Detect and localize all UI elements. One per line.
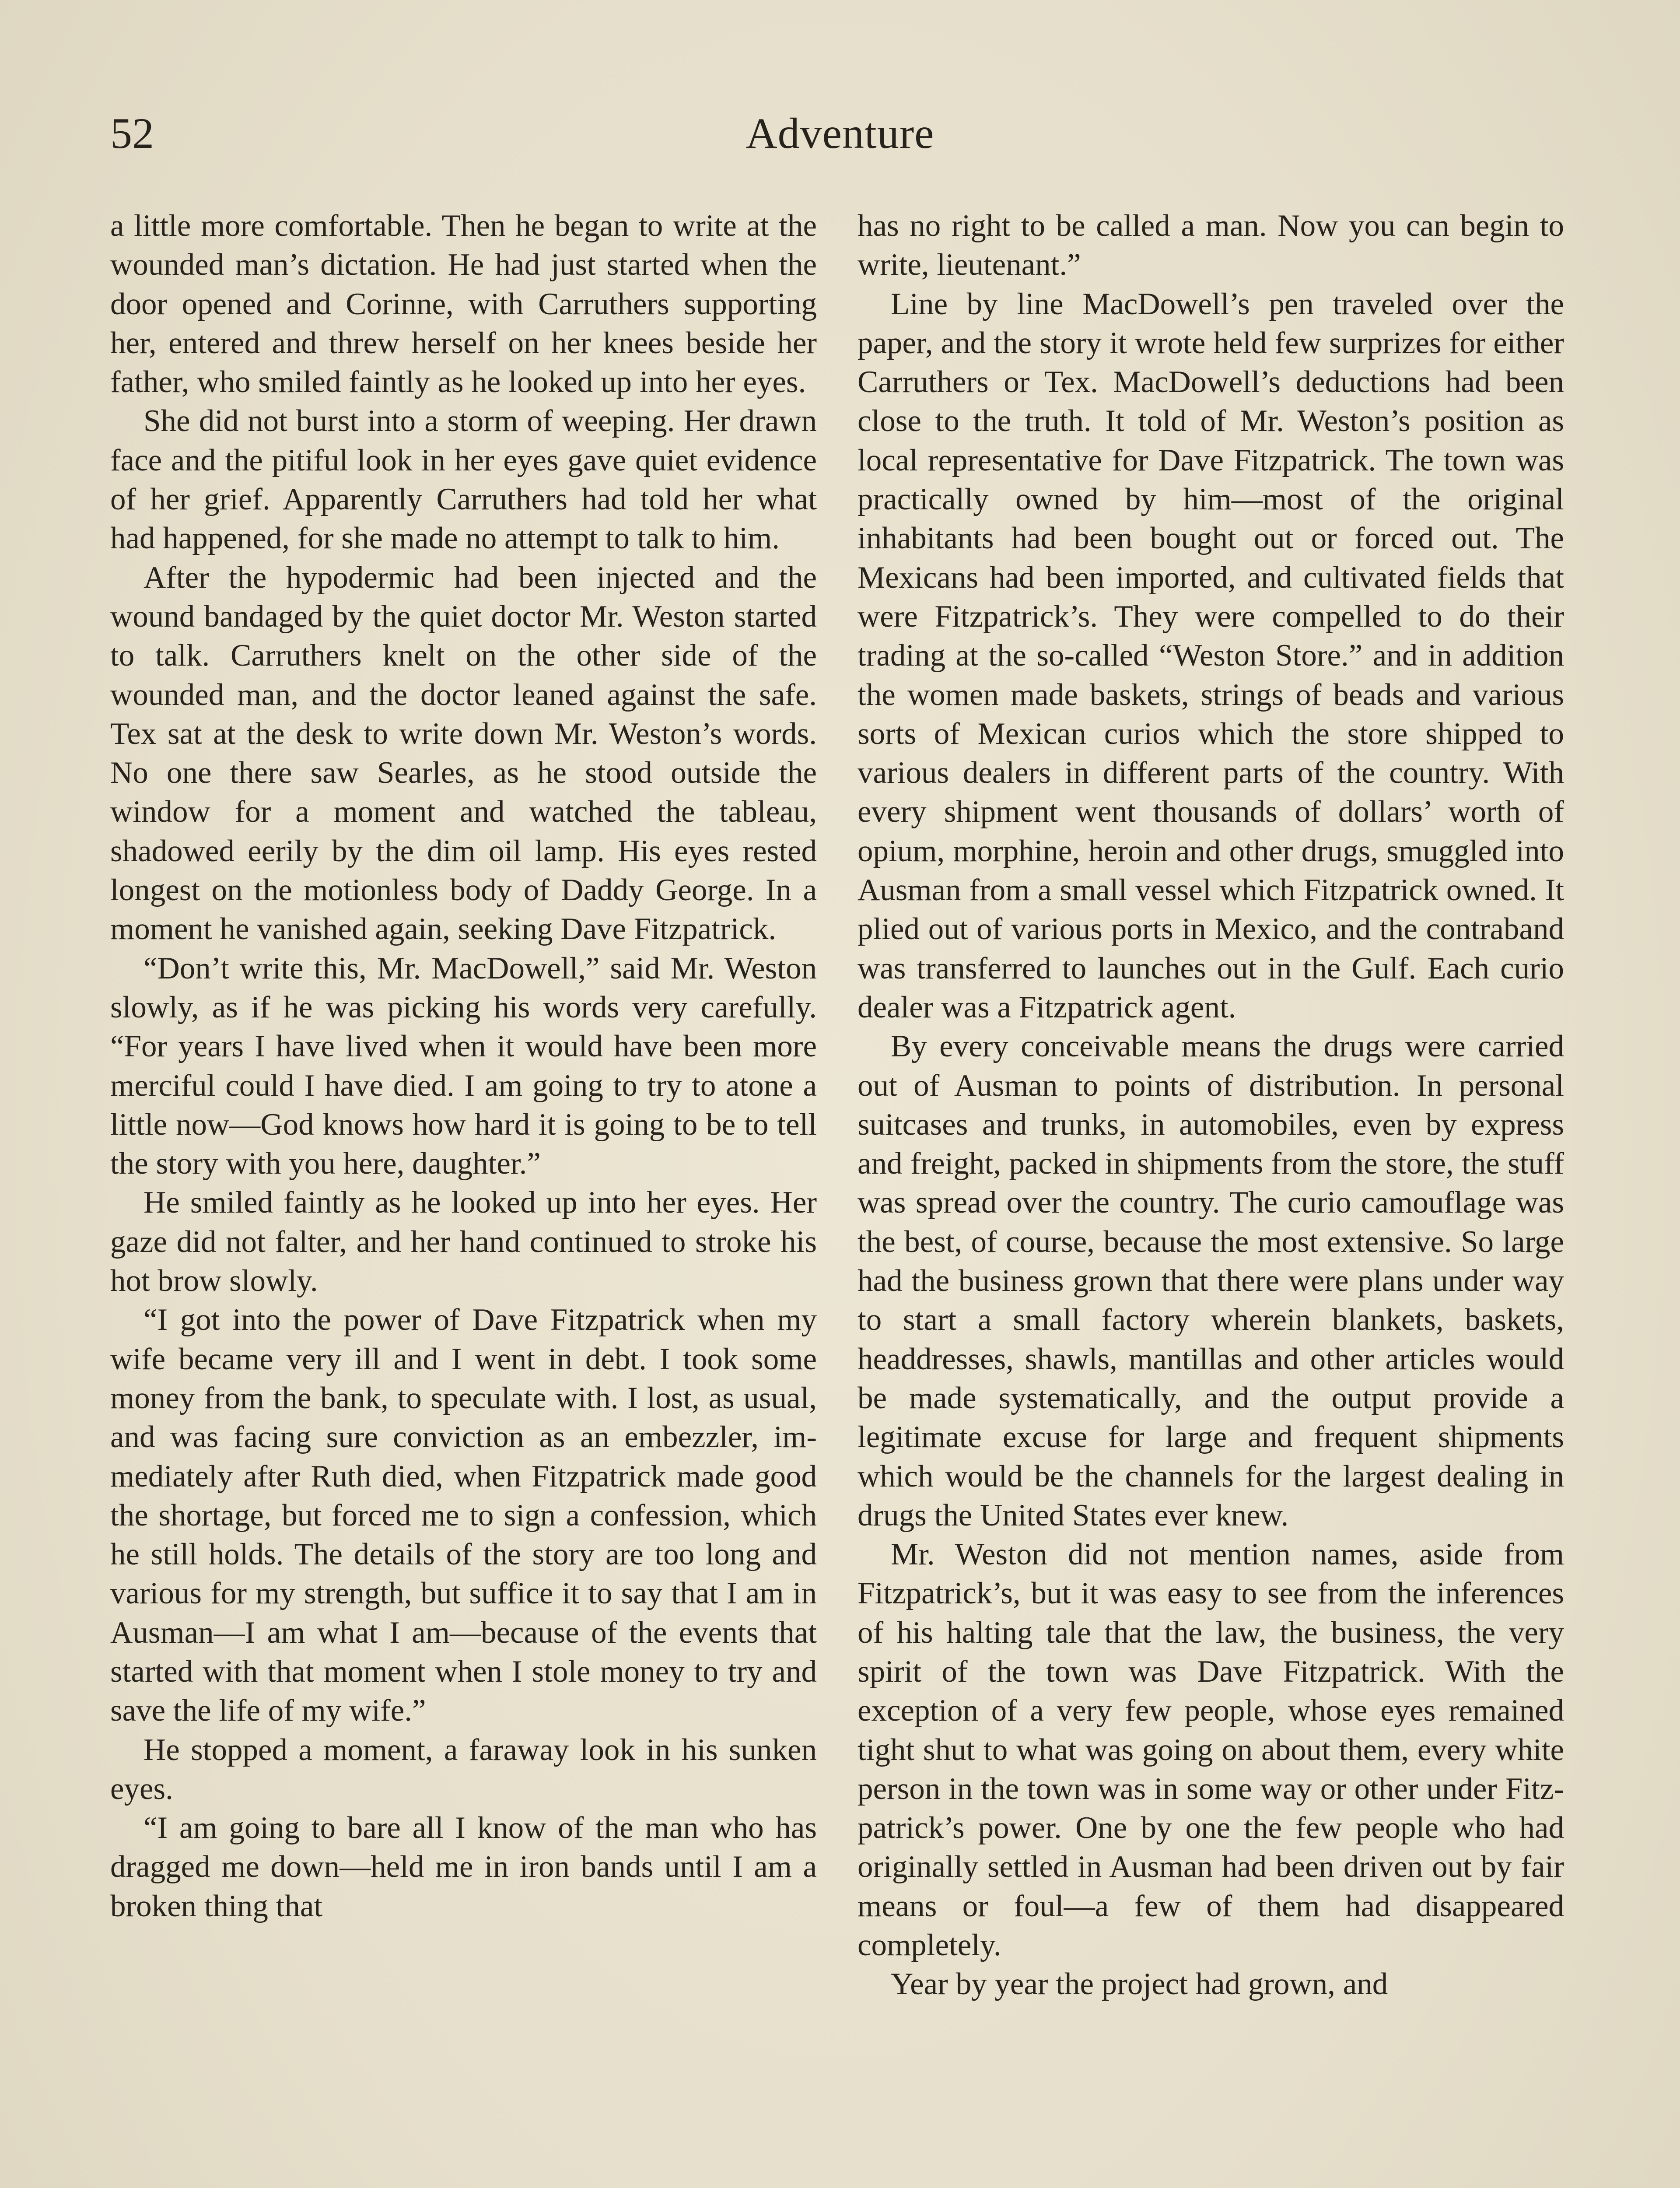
paragraph: a little more comfortable. Then he began to write at the wounded man’s dictation. He had just started when the door opened and Corinne, with Carruthers supporting her, entered and threw herself on her knees beside her father, who smiled faintly as he looked up into her eyes.: [110, 209, 817, 400]
paragraph: “Don’t write this, Mr. MacDowell,” said Mr. Weston slowly, as if he was picking his words very carefully. “For years I have lived when it would have been more merciful could I have died. I am going to try to atone a little now—God knows how hard it is going to be to tell the story with you here, daughter.”: [110, 951, 817, 1181]
paragraph: Line by line MacDowell’s pen traveled over the paper, and the story it wrote held few surprizes for either Carruthers or Tex. MacDowell’s deductions had been close to the truth. It told of Mr. Weston’s position as local representative for Dave Fitzpatrick. The town was practically owned by him—most of the original inhabitants had been bought out or forced out. The Mexicans had been imported, and cultivated fields that were Fitzpatrick’s. They were compelled to do their trading at the so-called “Weston Store.” and in addition the women made baskets, strings of beads and various sorts of Mexican curios which the store shipped to various dealers in different parts of the country. With every shipment went thousands of dollars’ worth of opium, morphine, heroin and other drugs, smuggled into Ausman from a small vessel which Fitzpatrick owned. It plied out of various ports in Mexico, and the contraband was transferred to launches out in the Gulf. Each curio dealer was a Fitzpatrick agent.: [858, 287, 1564, 1024]
paragraph: “I am going to bare all I know of the man who has dragged me down—held me in iron bands until I am a broken thing that: [110, 1811, 817, 1923]
paragraph: Mr. Weston did not mention names, aside from Fitzpatrick’s, but it was easy to see from the inferences of his halting tale that the law, the business, the very spirit of the town was Dave Fitzpatrick. With the exception of a very few people, whose eyes remained tight shut to what was going on about them, every white person in the town was in some way or other under Fitzpatrick’s power. One by one the few people who had originally settled in Ausman had been driven out by fair means or foul—a few of them had disappeared completely.: [858, 1537, 1564, 1963]
left-column: [110, 207, 817, 1926]
paragraph: He stopped a moment, a faraway look in his sunken eyes.: [110, 1732, 817, 1806]
paragraph: By every conceivable means the drugs were carried out of Ausman to points of distribution. In personal suitcases and trunks, in automobiles, even by express and freight, packed in shipments from the store, the stuff was spread over the country. The curio camouflage was the best, of course, because the most extensive. So large had the business grown that there were plans under way to start a small factory wherein blankets, baskets, headdresses, shawls, mantillas and other articles would be made systematically, and the output provide a legitimate excuse for large and frequent shipments which would be the channels for the largest dealing in drugs the United States ever knew.: [858, 1029, 1564, 1532]
paragraph: She did not burst into a storm of weeping. Her drawn face and the pitiful look in her eyes gave quiet evidence of her grief. Apparently Carruthers had told her what had happened, for she made no attempt to talk to him.: [110, 404, 817, 556]
running-title: Adventure: [746, 109, 934, 158]
right-column: [858, 207, 1564, 2004]
page-number: 52: [110, 109, 154, 158]
paragraph: Year by year the project had grown, and: [891, 1967, 1388, 2002]
paragraph: “I got into the power of Dave Fitzpatrick when my wife became very ill and I went in debt. I took some money from the bank, to speculate with. I lost, as usual, and was facing sure conviction as an embezzler, immediately after Ruth died, when Fitzpatrick made good the shortage, but forced me to sign a confession, which he still holds. The details of the story are too long and various for my strength, but suffice it to say that I am in Ausman—I am what I am—because of the events that started with that moment when I stole money to try and save the life of my wife.”: [110, 1303, 817, 1728]
paragraph: He smiled faintly as he looked up into her eyes. Her gaze did not falter, and her hand continued to stroke his hot brow slowly.: [110, 1185, 817, 1298]
paragraph: has no right to be called a man. Now you can begin to write, lieutenant.”: [858, 209, 1564, 282]
page-header: [0, 101, 1680, 166]
paragraph: After the hypodermic had been injected and the wound bandaged by the quiet doctor Mr. Weston started to talk. Carruthers knelt on the other side of the wounded man, and the doctor leaned against the safe. Tex sat at the desk to write down Mr. Weston’s words. No one there saw Searles, as he stood outside the window for a moment and watched the tableau, shadowed eerily by the dim oil lamp. His eyes rested longest on the motionless body of Daddy George. In a moment he vanished again, seeking Dave Fitzpatrick.: [110, 560, 817, 947]
